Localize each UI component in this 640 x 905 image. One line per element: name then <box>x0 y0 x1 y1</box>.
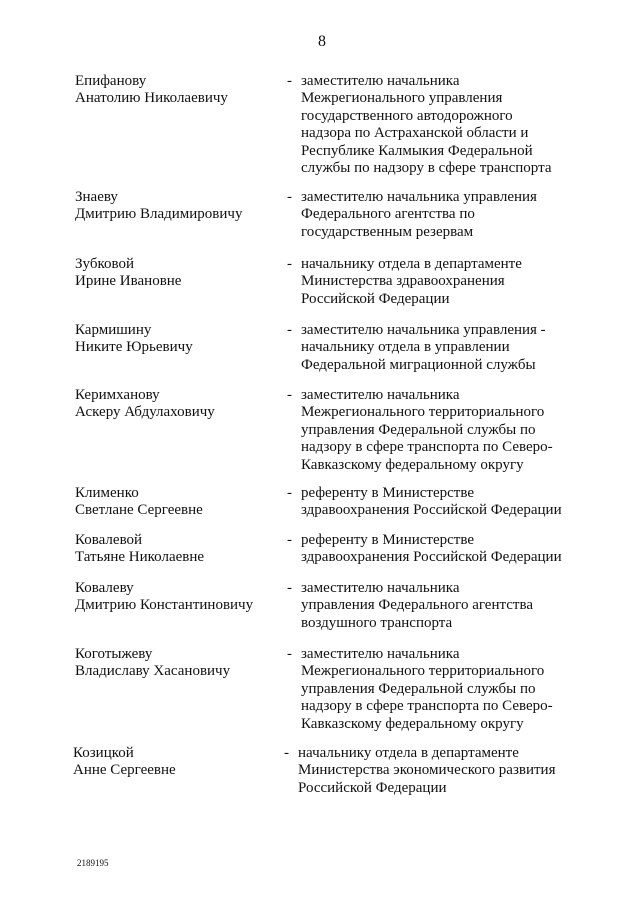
position-line: Федеральной миграционной службы <box>301 356 536 373</box>
person-name <box>75 189 280 224</box>
person-name <box>75 532 280 567</box>
appointment-entry <box>75 189 595 240</box>
given-names: Анне Сергеевне <box>73 762 176 779</box>
position-line: Министерства здравоохранения <box>301 273 505 290</box>
appointment-entry <box>75 387 595 473</box>
given-names: Светлане Сергеевне <box>75 502 203 519</box>
position-line: управления Федеральной службы по <box>301 421 536 438</box>
position-line: управления Федерального агентства <box>301 597 533 614</box>
position-line: Республике Калмыкия Федеральной <box>301 142 533 159</box>
position-line: надзору в сфере транспорта по Северо- <box>301 439 553 456</box>
surname: Клименко <box>75 485 139 501</box>
given-names: Дмитрию Владимировичу <box>75 206 243 223</box>
appointment-entry <box>73 745 593 796</box>
position-description <box>298 745 588 797</box>
page-number: 8 <box>318 33 326 50</box>
person-name <box>75 387 280 422</box>
given-names: Владиславу Хасановичу <box>75 663 231 680</box>
position-line: Кавказскому федеральному округу <box>301 715 524 732</box>
position-line: заместителю начальника <box>301 387 460 403</box>
given-names: Никите Юрьевичу <box>75 339 193 356</box>
surname: Коготыжеву <box>75 646 153 662</box>
position-description <box>301 322 591 374</box>
position-line: воздушного транспорта <box>301 614 453 631</box>
given-names: Аскеру Абдулаховичу <box>75 404 215 421</box>
separator-dash: - <box>287 387 292 403</box>
position-line: Российской Федерации <box>301 290 450 307</box>
position-line: надзора по Астраханской области и <box>301 125 529 142</box>
position-line: Межрегионального территориального <box>301 663 545 680</box>
given-names: Дмитрию Константиновичу <box>75 597 254 614</box>
position-line: заместителю начальника <box>301 580 460 596</box>
surname: Знаеву <box>75 189 118 205</box>
position-line: государственного автодорожного <box>301 107 513 124</box>
appointment-entry <box>75 580 595 631</box>
separator-dash: - <box>284 745 289 761</box>
position-line: Министерства экономического развития <box>298 762 556 779</box>
surname: Епифанову <box>75 73 147 89</box>
position-line: Российской Федерации <box>298 779 447 796</box>
position-line: Кавказскому федеральному округу <box>301 456 524 473</box>
separator-dash: - <box>287 256 292 272</box>
given-names: Анатолию Николаевичу <box>75 90 228 107</box>
given-names: Ирине Ивановне <box>75 273 182 290</box>
person-name <box>75 580 280 615</box>
position-line: заместителю начальника <box>301 646 460 662</box>
surname: Кармишину <box>75 322 152 338</box>
position-line: заместителю начальника управления - <box>301 322 546 338</box>
separator-dash: - <box>287 73 292 89</box>
position-description <box>301 73 591 177</box>
position-line: начальнику отдела в департаменте <box>301 256 522 272</box>
position-line: государственным резервам <box>301 223 474 240</box>
position-line: Федерального агентства по <box>301 206 475 223</box>
position-description <box>301 387 591 474</box>
position-line: здравоохранения Российской Федерации <box>301 549 562 566</box>
position-line: управления Федеральной службы по <box>301 680 536 697</box>
document-code: 2189195 <box>77 858 109 868</box>
person-name <box>75 646 280 681</box>
surname: Ковалевой <box>75 532 143 548</box>
separator-dash: - <box>287 580 292 596</box>
position-line: надзору в сфере транспорта по Северо- <box>301 698 553 715</box>
position-line: референту в Министерстве <box>301 532 474 548</box>
position-description <box>301 532 591 567</box>
position-line: службы по надзору в сфере транспорта <box>301 160 552 177</box>
person-name <box>73 745 278 780</box>
position-line: Межрегионального территориального <box>301 404 545 421</box>
person-name <box>75 256 280 291</box>
position-line: заместителю начальника управления <box>301 189 537 205</box>
position-description <box>301 189 591 241</box>
person-name <box>75 73 280 108</box>
position-line: заместителю начальника <box>301 73 460 89</box>
position-line: референту в Министерстве <box>301 485 474 501</box>
surname: Керимханову <box>75 387 160 403</box>
appointment-entry <box>75 73 595 177</box>
position-line: начальнику отдела в управлении <box>301 339 510 356</box>
appointment-entry <box>75 532 595 566</box>
position-line: Межрегионального управления <box>301 90 503 107</box>
position-description <box>301 580 591 632</box>
person-name <box>75 485 280 520</box>
separator-dash: - <box>287 646 292 662</box>
surname: Ковалеву <box>75 580 134 596</box>
position-line: здравоохранения Российской Федерации <box>301 502 562 519</box>
surname: Зубковой <box>75 256 134 272</box>
separator-dash: - <box>287 322 292 338</box>
position-line: начальнику отдела в департаменте <box>298 745 519 761</box>
separator-dash: - <box>287 485 292 501</box>
appointment-entry <box>75 322 595 373</box>
separator-dash: - <box>287 532 292 548</box>
surname: Козицкой <box>73 745 134 761</box>
position-description <box>301 485 591 520</box>
appointment-entry <box>75 485 595 519</box>
position-description <box>301 256 591 308</box>
appointment-entry <box>75 256 595 307</box>
given-names: Татьяне Николаевне <box>75 549 205 566</box>
person-name <box>75 322 280 357</box>
position-description <box>301 646 591 733</box>
separator-dash: - <box>287 189 292 205</box>
appointment-entry <box>75 646 595 732</box>
